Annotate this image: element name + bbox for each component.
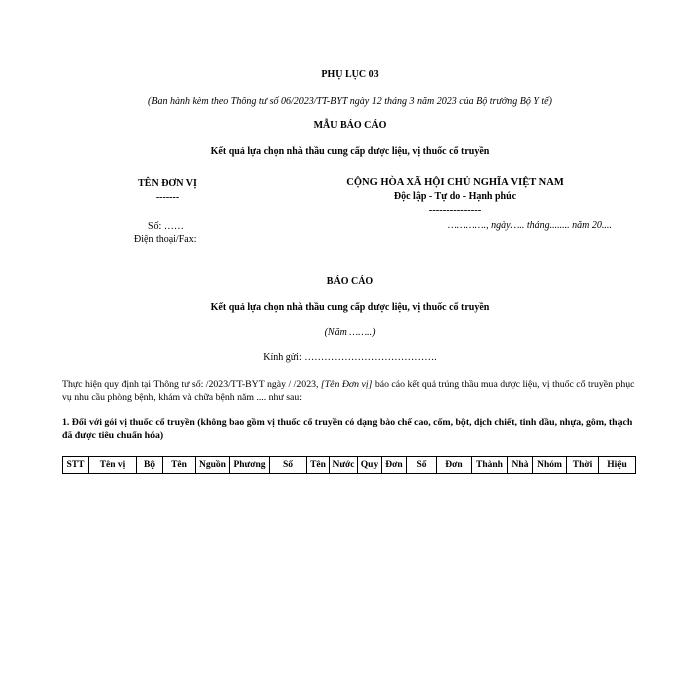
table-header-row — [63, 457, 636, 474]
report-subtitle: Kết quả lựa chọn nhà thầu cung cấp dược liệu, vị thuốc cổ truyền — [210, 302, 490, 313]
intro-text-2: báo cáo kết quả trúng thầu mua dược liệu, vị thuốc cổ truyền phục vụ nhu cầu phòng bệnh, khám và chữa bệnh năm .... như sau: — [62, 379, 635, 403]
form-subtitle: Kết quả lựa chọn nhà thầu cung cấp dược liệu, vị thuốc cổ truyền — [210, 146, 490, 157]
addressee-line: Kính gửi: …………………………………. — [263, 352, 437, 363]
table-header-cell: Số — [270, 457, 307, 474]
phone-fax-label: Điện thoại/Fax: — [134, 234, 197, 245]
table-header-cell: Nhóm — [533, 457, 567, 474]
nation-divider: --------------- — [428, 205, 482, 216]
table-header-cell: Đơn — [382, 457, 407, 474]
appendix-title: PHỤ LỤC 03 — [321, 69, 379, 80]
table-header-cell: Tên — [307, 457, 330, 474]
table-header-cell: Tên vị — [89, 457, 137, 474]
table-header-cell: Phương — [230, 457, 270, 474]
intro-paragraph — [62, 378, 642, 404]
table-header-cell: Thành — [472, 457, 508, 474]
document-number: Số: …… — [148, 221, 184, 232]
unit-divider: ------- — [155, 192, 180, 203]
section-1-heading: 1. Đối với gói vị thuốc cổ truyền (không bao gồm vị thuốc cổ truyền có dạng bào chế cao, cốm, bột, dịch chiết, tinh dầu, nhựa, gôm, thạch đã được tiêu chuẩn hóa) — [62, 417, 633, 441]
table-header-cell: STT — [63, 457, 89, 474]
nation-name: CỘNG HÒA XÃ HỘI CHỦ NGHĨA VIỆT NAM — [346, 177, 564, 188]
table-header-cell: Nguồn — [196, 457, 230, 474]
intro-text-1: Thực hiện quy định tại Thông tư số: /2023/TT-BYT ngày / /2023, — [62, 379, 321, 390]
table-header-cell: Tên — [163, 457, 196, 474]
unit-name-placeholder: [Tên Đơn vị] — [320, 379, 373, 390]
issued-by-note: (Ban hành kèm theo Thông tư số 06/2023/TT-BYT ngày 12 tháng 3 năm 2023 của Bộ trưởng Bộ Y tế) — [148, 96, 552, 107]
national-header — [330, 176, 580, 218]
table-header-cell: Đơn — [437, 457, 472, 474]
table-header-cell: Bộ — [137, 457, 163, 474]
unit-block — [110, 177, 225, 205]
table-header-cell: Số — [407, 457, 437, 474]
form-title: MẪU BÁO CÁO — [313, 120, 387, 131]
report-year: (Năm ……..) — [324, 327, 376, 338]
table-header-cell: Nước — [330, 457, 358, 474]
date-line: …………., ngày….. tháng........ năm 20.... — [448, 220, 612, 231]
table-header-cell: Hiệu — [599, 457, 636, 474]
table-header-cell: Quy — [358, 457, 382, 474]
results-table — [62, 456, 636, 474]
unit-name: TÊN ĐƠN VỊ — [138, 178, 197, 189]
table-header-cell: Thời — [567, 457, 599, 474]
nation-motto: Độc lập - Tự do - Hạnh phúc — [393, 191, 517, 202]
report-title: BÁO CÁO — [326, 276, 374, 287]
table-header-cell: Nhà — [508, 457, 533, 474]
